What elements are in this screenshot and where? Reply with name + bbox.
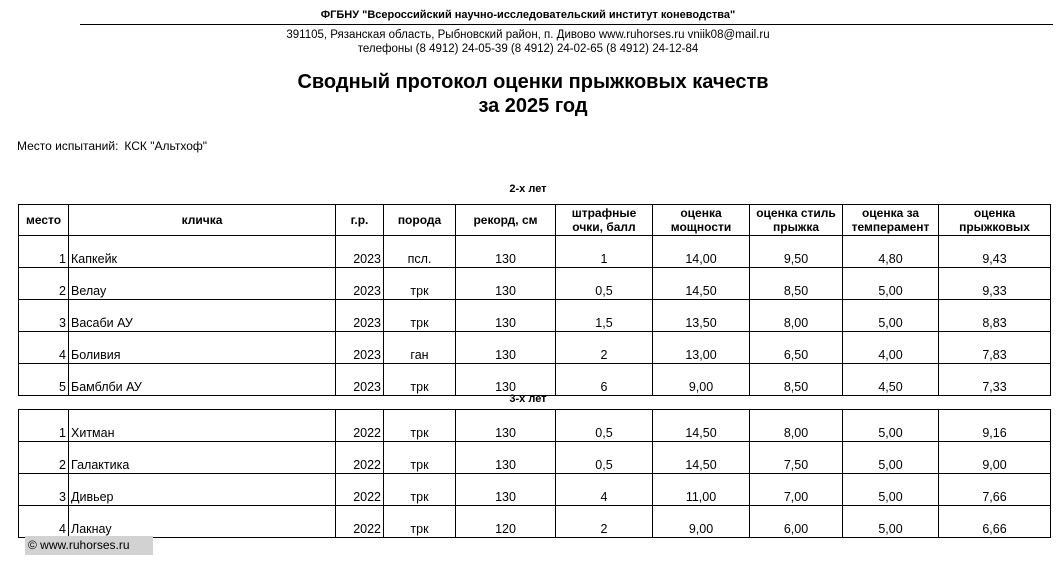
cell-power: 14,50 bbox=[653, 268, 750, 300]
cell-place: 1 bbox=[19, 236, 69, 268]
cell-record: 130 bbox=[456, 236, 556, 268]
table-row bbox=[19, 364, 1051, 396]
cell-place: 2 bbox=[19, 442, 69, 474]
cell-name: Галактика bbox=[69, 442, 336, 474]
cell-year: 2022 bbox=[336, 410, 384, 442]
cell-penalty: 1,5 bbox=[556, 300, 653, 332]
cell-style: 8,50 bbox=[750, 268, 843, 300]
cell-penalty: 0,5 bbox=[556, 442, 653, 474]
cell-style: 9,50 bbox=[750, 236, 843, 268]
cell-year: 2022 bbox=[336, 474, 384, 506]
col-header-penalty: штрафные очки, балл bbox=[556, 205, 653, 236]
cell-style: 6,00 bbox=[750, 506, 843, 538]
cell-record: 130 bbox=[456, 364, 556, 396]
contact-block bbox=[0, 28, 1056, 56]
cell-record: 130 bbox=[456, 442, 556, 474]
table-header-row bbox=[19, 205, 1051, 236]
cell-jumping: 9,00 bbox=[939, 442, 1051, 474]
cell-record: 130 bbox=[456, 474, 556, 506]
cell-penalty: 2 bbox=[556, 332, 653, 364]
cell-penalty: 0,5 bbox=[556, 410, 653, 442]
cell-name: Дивьер bbox=[69, 474, 336, 506]
cell-temperament: 5,00 bbox=[843, 300, 939, 332]
col-header-name: кличка bbox=[69, 205, 336, 236]
cell-breed: ган bbox=[384, 332, 456, 364]
cell-power: 14,50 bbox=[653, 410, 750, 442]
cell-name: Велау bbox=[69, 268, 336, 300]
cell-breed: трк bbox=[384, 268, 456, 300]
cell-name: Хитман bbox=[69, 410, 336, 442]
cell-power: 9,00 bbox=[653, 506, 750, 538]
table-row bbox=[19, 300, 1051, 332]
cell-jumping: 6,66 bbox=[939, 506, 1051, 538]
cell-record: 130 bbox=[456, 410, 556, 442]
results-table-2yo bbox=[18, 204, 1051, 396]
cell-jumping: 8,83 bbox=[939, 300, 1051, 332]
cell-place: 4 bbox=[19, 506, 69, 538]
cell-penalty: 4 bbox=[556, 474, 653, 506]
cell-jumping: 7,66 bbox=[939, 474, 1051, 506]
results-table-3yo bbox=[18, 409, 1051, 538]
cell-breed: псл. bbox=[384, 236, 456, 268]
cell-power: 14,00 bbox=[653, 236, 750, 268]
cell-place: 3 bbox=[19, 474, 69, 506]
table-row bbox=[19, 442, 1051, 474]
cell-power: 11,00 bbox=[653, 474, 750, 506]
group-label-2yo: 2-х лет bbox=[509, 183, 547, 195]
cell-name: Лакнау bbox=[69, 506, 336, 538]
cell-jumping: 7,83 bbox=[939, 332, 1051, 364]
cell-year: 2023 bbox=[336, 268, 384, 300]
cell-place: 1 bbox=[19, 410, 69, 442]
cell-breed: трк bbox=[384, 474, 456, 506]
cell-style: 6,50 bbox=[750, 332, 843, 364]
document-title bbox=[0, 70, 1056, 118]
cell-breed: трк bbox=[384, 364, 456, 396]
cell-jumping: 9,43 bbox=[939, 236, 1051, 268]
table-row bbox=[19, 410, 1051, 442]
phones-line: телефоны (8 4912) 24-05-39 (8 4912) 24-02-65 (8 4912) 24-12-84 bbox=[357, 43, 699, 55]
cell-name: Бамблби АУ bbox=[69, 364, 336, 396]
cell-name: Капкейк bbox=[69, 236, 336, 268]
cell-temperament: 5,00 bbox=[843, 410, 939, 442]
cell-style: 8,50 bbox=[750, 364, 843, 396]
cell-jumping: 9,33 bbox=[939, 268, 1051, 300]
cell-style: 8,00 bbox=[750, 300, 843, 332]
cell-power: 14,50 bbox=[653, 442, 750, 474]
cell-temperament: 5,00 bbox=[843, 474, 939, 506]
cell-temperament: 4,80 bbox=[843, 236, 939, 268]
cell-penalty: 2 bbox=[556, 506, 653, 538]
cell-temperament: 5,00 bbox=[843, 268, 939, 300]
cell-power: 13,00 bbox=[653, 332, 750, 364]
title-line-2: за 2025 год bbox=[478, 95, 588, 117]
col-header-style: оценка стиль прыжка bbox=[750, 205, 843, 236]
cell-breed: трк bbox=[384, 300, 456, 332]
cell-record: 120 bbox=[456, 506, 556, 538]
cell-record: 130 bbox=[456, 300, 556, 332]
cell-temperament: 5,00 bbox=[843, 506, 939, 538]
cell-place: 4 bbox=[19, 332, 69, 364]
cell-power: 13,50 bbox=[653, 300, 750, 332]
cell-style: 7,50 bbox=[750, 442, 843, 474]
cell-year: 2023 bbox=[336, 332, 384, 364]
cell-jumping: 7,33 bbox=[939, 364, 1051, 396]
venue-value: КСК "Альтхоф" bbox=[124, 139, 207, 153]
cell-temperament: 4,50 bbox=[843, 364, 939, 396]
col-header-year: г.р. bbox=[336, 205, 384, 236]
cell-place: 5 bbox=[19, 364, 69, 396]
cell-penalty: 1 bbox=[556, 236, 653, 268]
cell-breed: трк bbox=[384, 506, 456, 538]
address-line: 391105, Рязанская область, Рыбновский район, п. Дивово www.ruhorses.ru vniik08@mail.ru bbox=[286, 29, 770, 41]
col-header-temperament: оценка за темперамент bbox=[843, 205, 939, 236]
venue-label: Место испытаний: bbox=[17, 139, 119, 153]
cell-style: 8,00 bbox=[750, 410, 843, 442]
cell-breed: трк bbox=[384, 410, 456, 442]
cell-record: 130 bbox=[456, 268, 556, 300]
col-header-breed: порода bbox=[384, 205, 456, 236]
cell-power: 9,00 bbox=[653, 364, 750, 396]
cell-year: 2022 bbox=[336, 442, 384, 474]
venue bbox=[17, 139, 207, 153]
cell-temperament: 5,00 bbox=[843, 442, 939, 474]
cell-penalty: 6 bbox=[556, 364, 653, 396]
cell-place: 3 bbox=[19, 300, 69, 332]
table-row bbox=[19, 474, 1051, 506]
table-row bbox=[19, 506, 1051, 538]
header-divider bbox=[80, 24, 1053, 25]
cell-name: Васаби АУ bbox=[69, 300, 336, 332]
table-row bbox=[19, 236, 1051, 268]
group-label-3yo: 3-х лет bbox=[509, 393, 547, 405]
organization-name: ФГБНУ "Всероссийский научно-исследовательский институт коневодства" bbox=[320, 9, 736, 21]
col-header-jumping: оценка прыжковых bbox=[939, 205, 1051, 236]
cell-name: Боливия bbox=[69, 332, 336, 364]
col-header-record: рекорд, см bbox=[456, 205, 556, 236]
cell-record: 130 bbox=[456, 332, 556, 364]
col-header-power: оценка мощности bbox=[653, 205, 750, 236]
cell-year: 2023 bbox=[336, 364, 384, 396]
cell-temperament: 4,00 bbox=[843, 332, 939, 364]
cell-breed: трк bbox=[384, 442, 456, 474]
cell-place: 2 bbox=[19, 268, 69, 300]
cell-style: 7,00 bbox=[750, 474, 843, 506]
title-line-1: Сводный протокол оценки прыжковых качеств bbox=[297, 71, 769, 93]
table-row bbox=[19, 332, 1051, 364]
cell-jumping: 9,16 bbox=[939, 410, 1051, 442]
cell-year: 2023 bbox=[336, 300, 384, 332]
watermark: © www.ruhorses.ru bbox=[25, 536, 153, 555]
table-row bbox=[19, 268, 1051, 300]
col-header-place: место bbox=[19, 205, 69, 236]
cell-year: 2022 bbox=[336, 506, 384, 538]
cell-penalty: 0,5 bbox=[556, 268, 653, 300]
cell-year: 2023 bbox=[336, 236, 384, 268]
